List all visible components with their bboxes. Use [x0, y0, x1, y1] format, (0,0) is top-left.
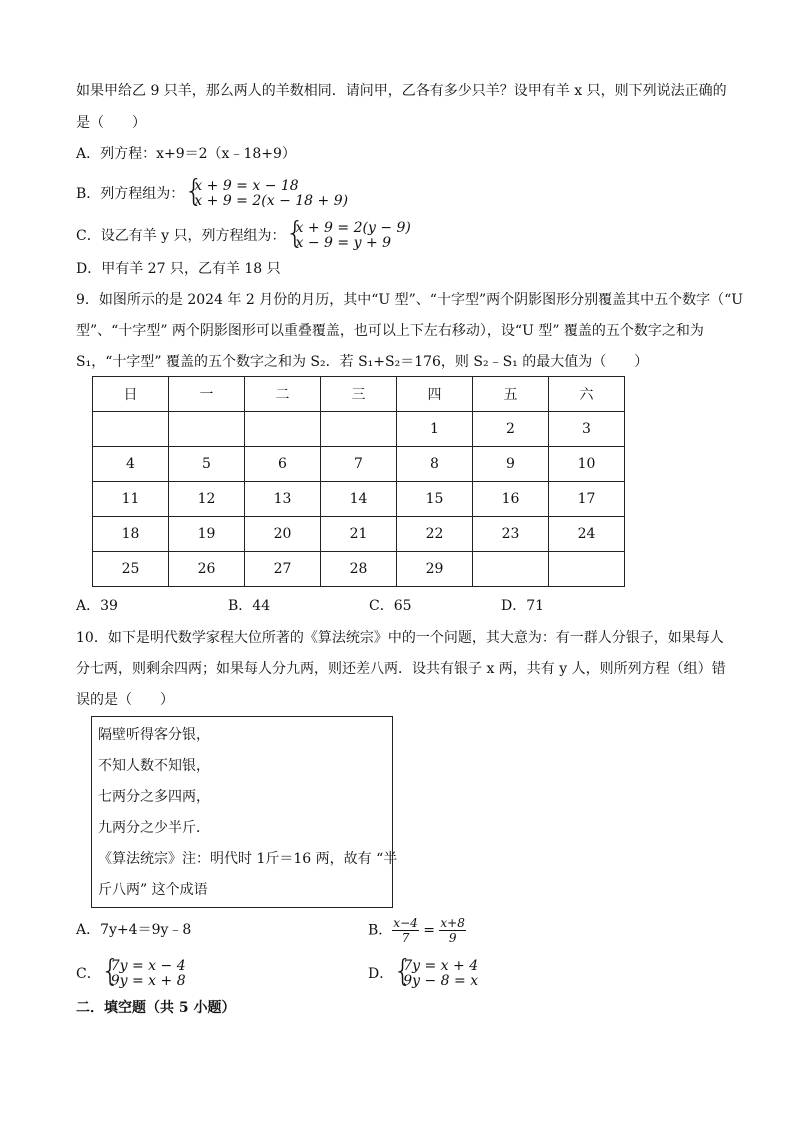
calendar-header-cell: 日 [93, 377, 169, 412]
q8-option-c-label: C．设乙有羊 y 只，列方程组为： [76, 228, 286, 244]
calendar-day-cell [245, 412, 321, 447]
q10-option-b-label: B． [368, 922, 393, 939]
q10-stem-line3: 误的是（ ） [76, 692, 174, 708]
q9-option-c: C．65 [369, 598, 412, 614]
q8-option-b-system: { x + 9 = x − 18 x + 9 = 2(x − 18 + 9) [184, 174, 349, 209]
q8-option-b-eq1: x + 9 = x − 18 [194, 178, 299, 194]
section-heading-fill-in: 二．填空题（共 5 小题） [76, 1000, 236, 1016]
q10-option-d-system: { 7y = x + 4 9y − 8 = x [393, 954, 479, 989]
q8-option-b-label: B．列方程组为： [76, 186, 185, 202]
calendar-day-cell: 5 [169, 447, 245, 482]
q8-option-d: D．甲有羊 27 只，乙有羊 18 只 [76, 261, 281, 277]
poem-line: 不知人数不知银， [98, 758, 210, 774]
calendar-day-cell: 2 [473, 412, 549, 447]
q10-stem-line1: 10．如下是明代数学家程大位所著的《算法统宗》中的一个问题，其大意为：有一群人分银子，如果每人 [76, 630, 724, 646]
calendar-day-cell: 29 [397, 552, 473, 587]
q8-stem-line1: 如果甲给乙 9 只羊，那么两人的羊数相同．请问甲，乙各有多少只羊？设甲有羊 x 只，则下列说法正确的 [76, 83, 727, 99]
fraction-numerator: x−4 [393, 916, 418, 930]
calendar-day-cell: 28 [321, 552, 397, 587]
q9-option-a: A．39 [76, 598, 118, 614]
q10-option-d [368, 954, 479, 989]
calendar-day-cell: 10 [549, 447, 625, 482]
calendar-day-cell: 12 [169, 482, 245, 517]
q8-stem-line2: 是（ ） [76, 115, 146, 131]
q8-option-c [76, 216, 411, 251]
calendar-day-cell: 7 [321, 447, 397, 482]
q8-option-c-eq2: x − 9 = y + 9 [295, 235, 392, 251]
q10-option-c [76, 954, 186, 989]
poem-line: 九两分之少半斤． [98, 820, 210, 836]
calendar-day-cell: 8 [397, 447, 473, 482]
calendar-day-cell: 18 [93, 517, 169, 552]
calendar-day-cell: 25 [93, 552, 169, 587]
calendar-day-cell: 23 [473, 517, 549, 552]
calendar-day-cell: 19 [169, 517, 245, 552]
calendar-day-cell [93, 412, 169, 447]
calendar-header-cell: 二 [245, 377, 321, 412]
q10-option-a: A．7y+4＝9y﹣8 [76, 922, 192, 938]
calendar-header-cell: 三 [321, 377, 397, 412]
poem-note: 《算法统宗》注：明代时 1斤＝16 两，故有 “半 [98, 851, 398, 867]
fraction-denominator: 7 [401, 931, 410, 945]
q8-option-c-system: { x + 9 = 2(y − 9) x − 9 = y + 9 [285, 216, 411, 251]
fraction-numerator: x+8 [440, 916, 465, 930]
calendar-day-cell: 15 [397, 482, 473, 517]
calendar-day-cell: 21 [321, 517, 397, 552]
q8-option-c-eq1: x + 9 = 2(y − 9) [295, 220, 411, 236]
q10-option-d-label: D． [368, 966, 394, 982]
calendar-week-row [93, 517, 625, 552]
calendar-header-cell: 一 [169, 377, 245, 412]
calendar-day-cell: 4 [93, 447, 169, 482]
q9-stem-line3: S₁，“十字型” 覆盖的五个数字之和为 S₂．若 S₁+S₂＝176，则 S₂﹣S₁ 的最大值为（ ） [76, 354, 649, 370]
equals-sign: = [418, 922, 440, 939]
calendar-day-cell [321, 412, 397, 447]
q8-option-b [76, 174, 349, 209]
poem-box [91, 716, 398, 908]
poem-line: 隔壁听得客分银， [98, 727, 210, 743]
calendar-day-cell: 20 [245, 517, 321, 552]
q10-option-c-label: C． [76, 966, 101, 982]
q8-option-a: A．列方程：x+9＝2（x﹣18+9） [76, 146, 296, 162]
q10-option-c-eq2: 9y = x + 8 [110, 973, 186, 989]
calendar-header-cell: 五 [473, 377, 549, 412]
calendar-day-cell: 17 [549, 482, 625, 517]
q9-option-b: B．44 [228, 598, 271, 614]
q10-stem-line2: 分七两，则剩余四两；如果每人分九两，则还差八两．设共有银子 x 两，共有 y 人，则所列方程（组）错 [76, 661, 726, 677]
calendar-day-cell: 24 [549, 517, 625, 552]
fraction [392, 916, 418, 945]
q8-option-b-eq2: x + 9 = 2(x − 18 + 9) [194, 193, 349, 209]
q9-stem-line2: 型”、“十字型” 两个阴影图形可以重叠覆盖，也可以上下左右移动），设“U 型” 覆盖的五个数字之和为 [76, 323, 704, 339]
calendar-day-cell: 26 [169, 552, 245, 587]
calendar-day-cell: 6 [245, 447, 321, 482]
poem-line: 七两分之多四两， [98, 789, 210, 805]
calendar-header-row [93, 377, 625, 412]
calendar-day-cell: 16 [473, 482, 549, 517]
calendar-day-cell: 11 [93, 482, 169, 517]
q10-option-d-eq1: 7y = x + 4 [403, 958, 479, 974]
calendar-day-cell: 27 [245, 552, 321, 587]
calendar-week-row [93, 482, 625, 517]
calendar-day-cell: 14 [321, 482, 397, 517]
calendar-day-cell: 9 [473, 447, 549, 482]
calendar-day-cell: 22 [397, 517, 473, 552]
q10-option-b [368, 916, 466, 945]
calendar-day-cell: 3 [549, 412, 625, 447]
calendar-day-cell [473, 552, 549, 587]
calendar-week-row [93, 412, 625, 447]
q10-option-d-eq2: 9y − 8 = x [403, 973, 479, 989]
q10-option-c-eq1: 7y = x − 4 [110, 958, 186, 974]
calendar-header-cell: 四 [397, 377, 473, 412]
calendar-day-cell [169, 412, 245, 447]
calendar-day-cell [549, 552, 625, 587]
fraction [439, 916, 465, 945]
calendar-week-row [93, 447, 625, 482]
poem-note: 斤八两” 这个成语 [98, 882, 208, 898]
calendar-day-cell: 13 [245, 482, 321, 517]
calendar-day-cell: 1 [397, 412, 473, 447]
calendar-table [92, 376, 625, 587]
calendar-week-row [93, 552, 625, 587]
q9-option-d: D．71 [501, 598, 545, 614]
q9-stem-line1: 9．如图所示的是 2024 年 2 月份的月历，其中“U 型”、“十字型”两个阴影图形分别覆盖其中五个数字（“U [76, 292, 744, 308]
fraction-denominator: 9 [448, 931, 457, 945]
q10-option-c-system: { 7y = x − 4 9y = x + 8 [100, 954, 186, 989]
calendar-header-cell: 六 [549, 377, 625, 412]
